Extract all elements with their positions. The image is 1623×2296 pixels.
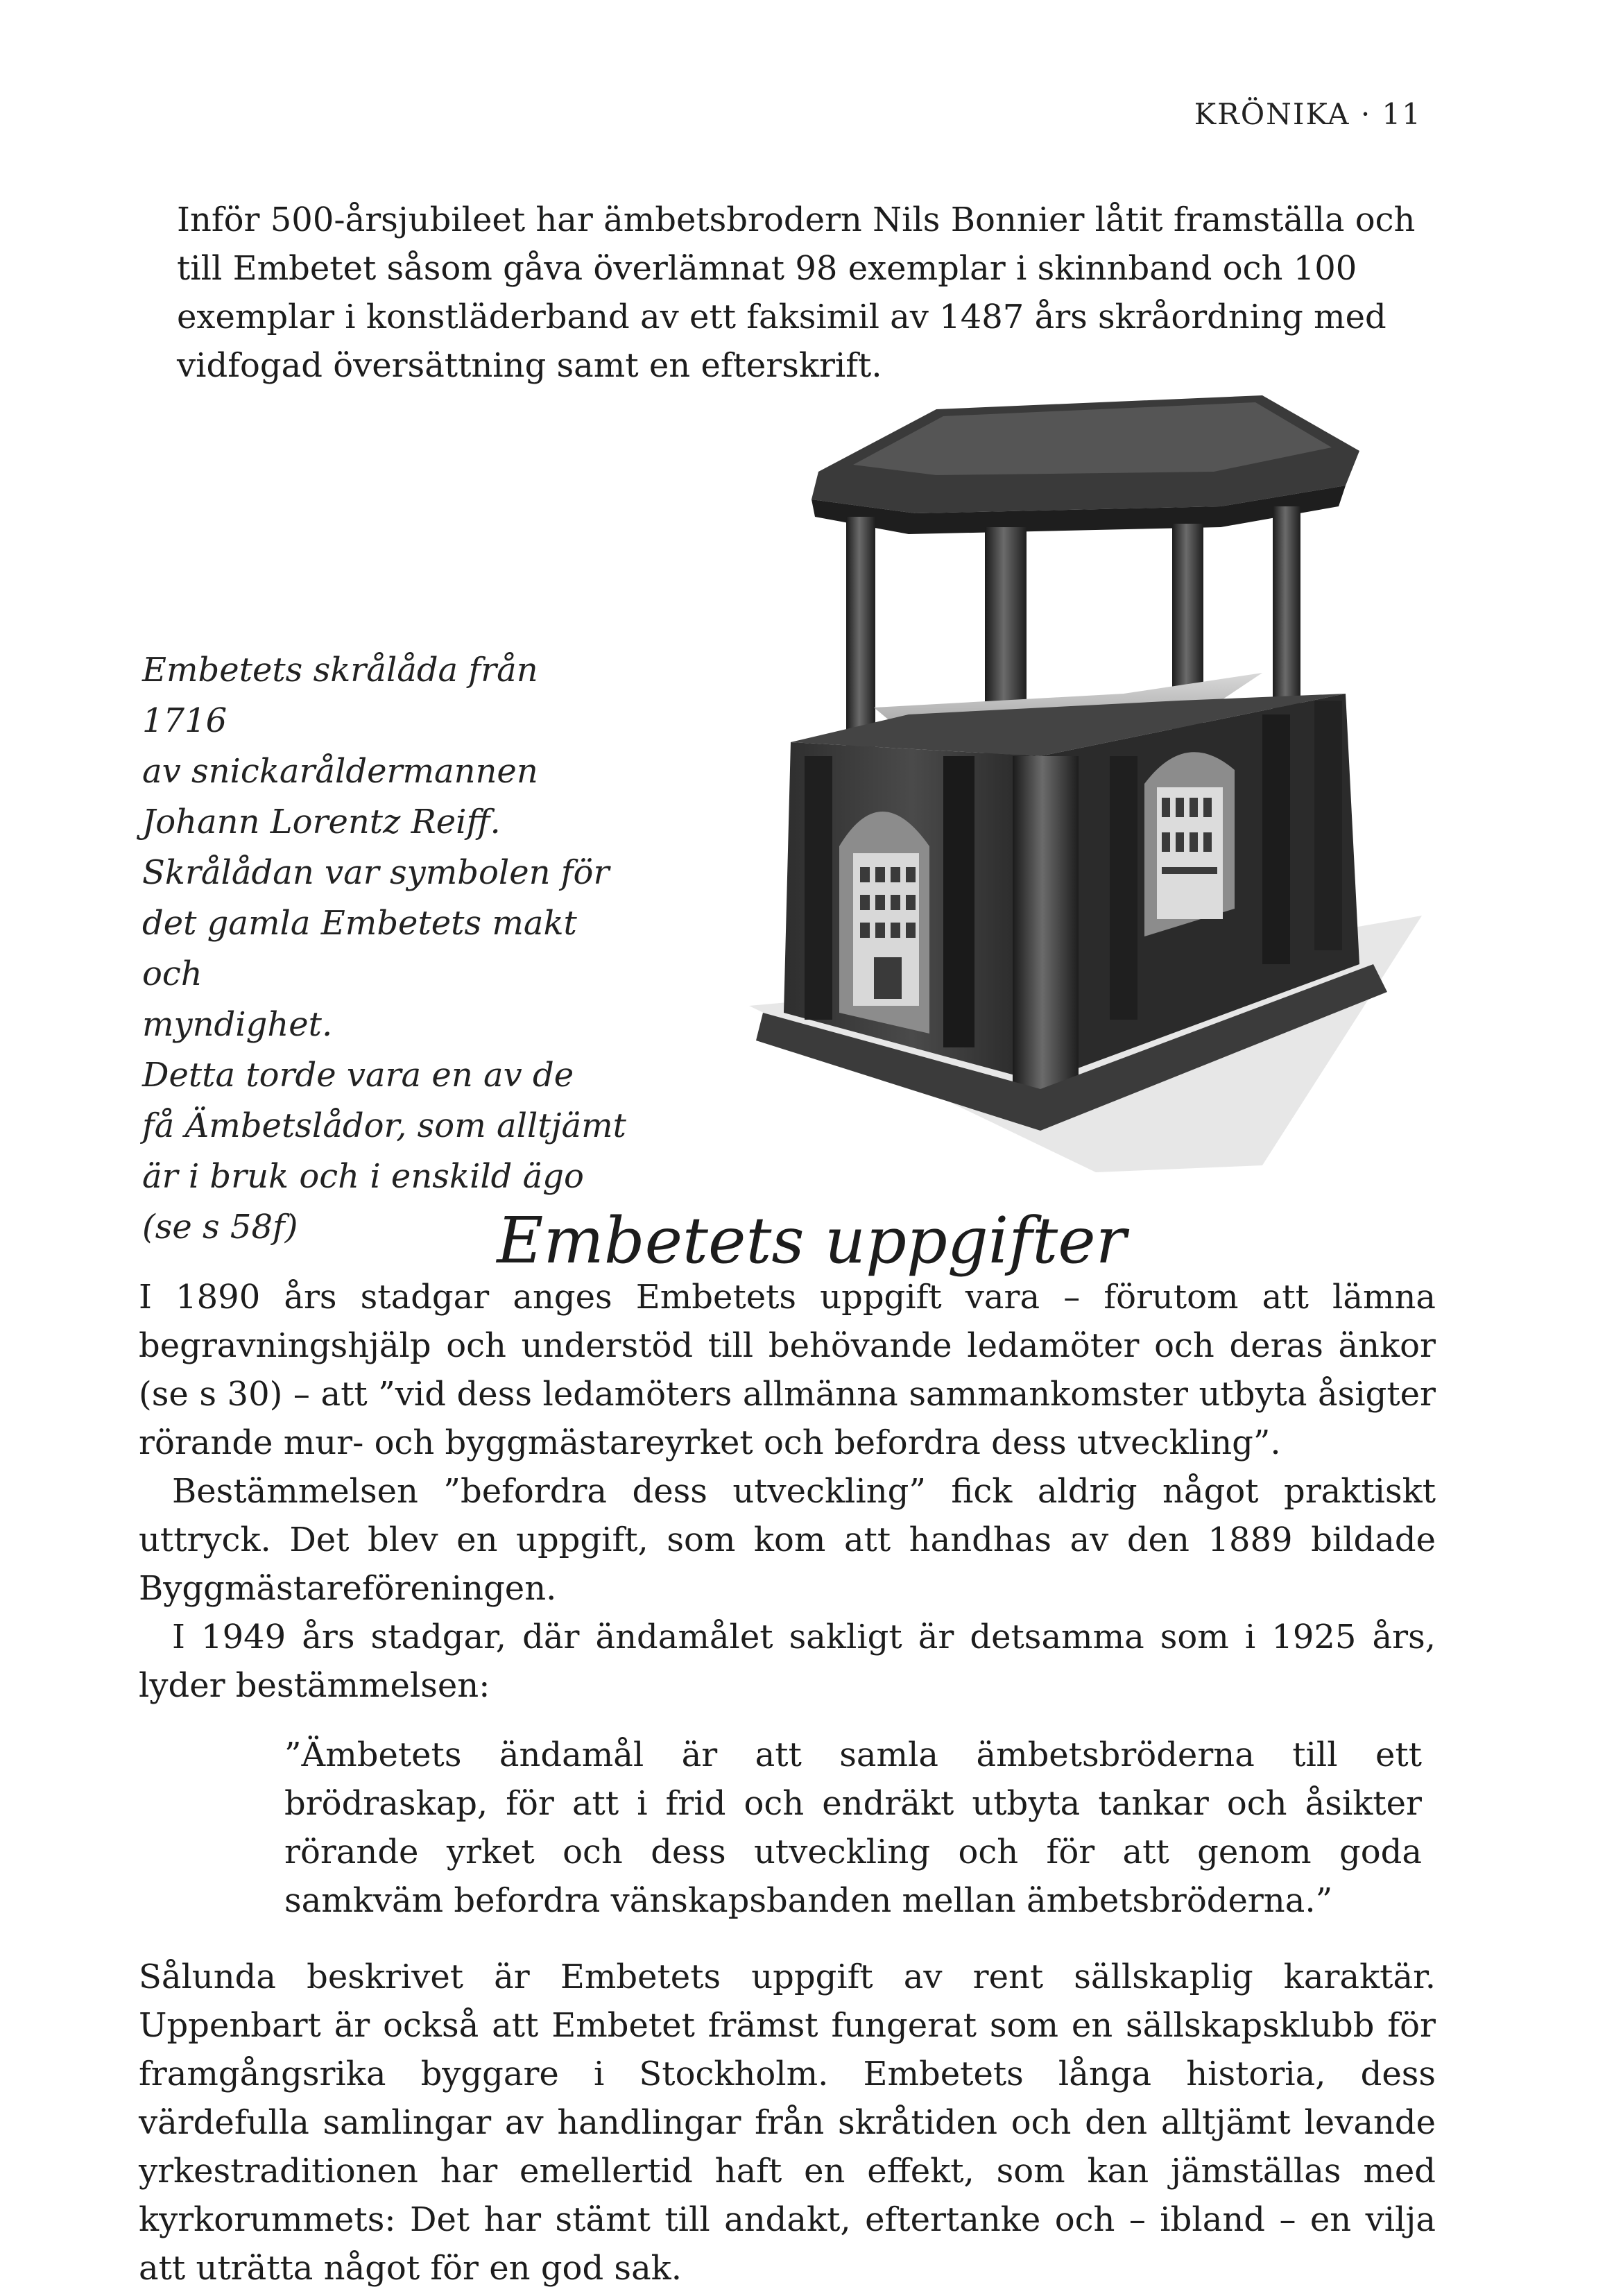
guild-chest-photo (735, 368, 1436, 1186)
body-paragraph: I 1890 års stadgar anges Embetets uppgift vara – förutom att lämna begravningshjälp och understöd till behövande ledamöter och deras änkor (se s 30) – att ”vid dess ledamöters allmänna sammankomster utbyta åsigter rörande mur- och byggmästareyrket och befordra dess utveckling”. (139, 1278, 1436, 1462)
body-paragraph: Sålunda beskrivet är Embetets uppgift av rent sällskaplig karaktär. Uppenbart är också att Embetet främst fungerat som en sällskapsklubb för framgångsrika byggare i Stockholm. Embetets långa historia, dess värdefulla samlingar av handlingar från skråtiden och den alltjämt levande yrkestraditionen har emellertid haft en effekt, som kan jämställas med kyrkorummets: Det har stämt till andakt, eftertanke och – ibland – en vilja att uträtta något för en god sak. (139, 1957, 1436, 2288)
body-paragraph: Bestämmelsen ”befordra dess utveckling” fick aldrig något praktiskt uttryck. Det blev en uppgift, som kom att handhas av den 1889 bildade Byggmästareföreningen. (139, 1472, 1436, 1608)
block-quote: ”Ämbetets ändamål är att samla ämbetsbröderna till ett brödraskap, för att i frid och endräkt utbyta tankar och åsikter rörande yrket och dess utveckling och för att genom goda samkväm befordra vänskapsbanden mellan ämbetsbröderna.” (284, 1736, 1422, 1920)
caption-line: Embetets skrålåda från 1716 (142, 651, 538, 740)
caption-line: Johann Lorentz Reiff. (142, 803, 501, 841)
caption-line: myndighet. (142, 1005, 333, 1044)
caption-line: det gamla Embetets makt och (142, 904, 577, 993)
section-title: Embetets uppgifter (497, 1203, 1126, 1278)
body-paragraph: I 1949 års stadgar, där ändamålet sakligt är detsamma som i 1925 års, lyder bestämmelsen: (139, 1618, 1436, 1705)
caption-line: är i bruk och i enskild ägo (142, 1157, 584, 1196)
caption-line: Detta torde vara en av de (142, 1056, 574, 1095)
caption-line: Skrålådan var symbolen för (142, 853, 610, 892)
running-head: KRÖNIKA · 11 (1194, 97, 1422, 131)
caption-line: (se s 58f) (142, 1208, 298, 1246)
caption-line: av snickaråldermannen (142, 752, 538, 791)
intro-paragraph: Inför 500-årsjubileet har ämbetsbrodern Nils Bonnier låtit framställa och till Embetet såsom gåva överlämnat 98 exemplar i skinnband och 100 exemplar i konstläderband av ett faksimil av 1487 års skråordning med vidfogad översättning samt en efterskrift. (177, 200, 1416, 385)
caption-line: få Ämbetslådor, som alltjämt (142, 1106, 626, 1145)
figure-caption (142, 645, 628, 1253)
section-body (139, 1273, 1436, 2293)
